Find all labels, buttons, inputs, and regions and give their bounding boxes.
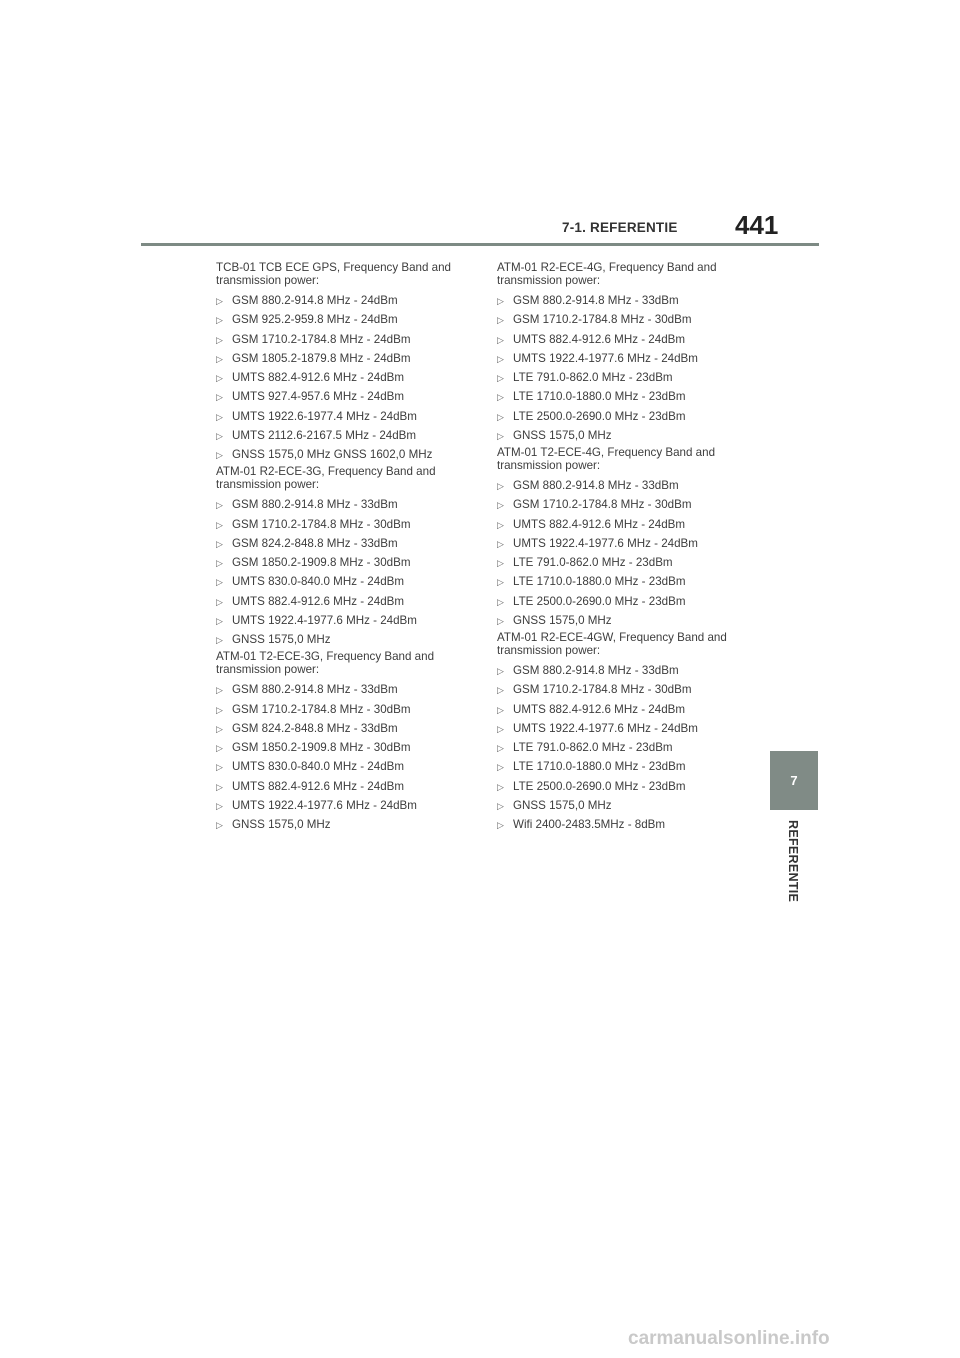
list-item xyxy=(216,407,471,426)
list-item-text: LTE 1710.0-1880.0 MHz - 23dBm xyxy=(513,390,686,404)
list-item-text: LTE 791.0-862.0 MHz - 23dBm xyxy=(513,741,673,754)
list-item-text: UMTS 830.0-840.0 MHz - 24dBm xyxy=(232,760,405,774)
triangle-bullet-icon: ▷ xyxy=(497,615,504,626)
list-item-text: UMTS 882.4-912.6 MHz - 24dBm xyxy=(513,332,686,346)
list-item xyxy=(497,387,752,406)
list-item-text: UMTS 927.4-957.6 MHz - 24dBm xyxy=(232,390,405,404)
triangle-bullet-icon: ▷ xyxy=(497,577,504,588)
list-item-text: GSM 1710.2-1784.8 MHz - 30dBm xyxy=(513,313,692,327)
triangle-bullet-icon: ▷ xyxy=(497,538,504,549)
triangle-bullet-icon: ▷ xyxy=(216,762,223,773)
list-item xyxy=(216,310,471,329)
list-item xyxy=(497,291,752,310)
list-item-text: UMTS 1922.4-1977.6 MHz - 24dBm xyxy=(232,613,417,627)
list-item xyxy=(497,515,752,534)
triangle-bullet-icon: ▷ xyxy=(216,743,223,753)
list-item-text: GNSS 1575,0 MHz xyxy=(513,428,612,442)
right-column xyxy=(497,262,752,836)
list-item xyxy=(497,476,752,495)
list-item-text: UMTS 1922.6-1977.4 MHz - 24dBm xyxy=(232,409,417,423)
chapter-tab: 7 xyxy=(770,751,818,810)
list-item xyxy=(216,291,471,310)
list-item xyxy=(216,515,471,534)
triangle-bullet-icon: ▷ xyxy=(497,392,504,403)
list-item-text: GSM 1710.2-1784.8 MHz - 30dBm xyxy=(232,517,411,531)
triangle-bullet-icon: ▷ xyxy=(216,519,223,530)
triangle-bullet-icon: ▷ xyxy=(497,800,504,811)
list-item xyxy=(216,368,471,387)
list-item xyxy=(216,426,471,445)
watermark: carmanualsonline.info xyxy=(628,1328,830,1349)
list-item-text: GNSS 1575,0 MHz xyxy=(232,633,331,646)
triangle-bullet-icon: ▷ xyxy=(216,315,223,326)
triangle-bullet-icon: ▷ xyxy=(216,820,223,830)
list-item-text: LTE 2500.0-2690.0 MHz - 23dBm xyxy=(513,409,686,423)
list-item xyxy=(497,738,752,757)
triangle-bullet-icon: ▷ xyxy=(216,538,223,549)
band-list xyxy=(497,291,752,445)
list-item xyxy=(497,349,752,368)
list-item-text: UMTS 882.4-912.6 MHz - 24dBm xyxy=(232,594,405,608)
left-column xyxy=(216,262,471,836)
list-item xyxy=(216,757,471,776)
list-item-text: GSM 880.2-914.8 MHz - 33dBm xyxy=(232,683,398,697)
list-item xyxy=(497,777,752,796)
triangle-bullet-icon: ▷ xyxy=(497,781,504,792)
triangle-bullet-icon: ▷ xyxy=(216,450,223,460)
triangle-bullet-icon: ▷ xyxy=(497,353,504,364)
list-item-text: GSM 1710.2-1784.8 MHz - 24dBm xyxy=(232,332,411,346)
triangle-bullet-icon: ▷ xyxy=(216,596,223,607)
list-item-text: UMTS 1922.4-1977.6 MHz - 24dBm xyxy=(513,351,698,365)
page-number: 441 xyxy=(735,210,779,240)
list-item xyxy=(216,777,471,796)
band-group-heading: ATM-01 T2-ECE-3G, Frequency Band and transmission power: xyxy=(216,650,435,676)
list-item-text: GSM 880.2-914.8 MHz - 33dBm xyxy=(513,479,679,492)
triangle-bullet-icon: ▷ xyxy=(497,666,504,676)
list-item xyxy=(497,495,752,514)
list-item-text: UMTS 882.4-912.6 MHz - 24dBm xyxy=(513,702,686,716)
triangle-bullet-icon: ▷ xyxy=(497,373,504,383)
list-item-text: GSM 1710.2-1784.8 MHz - 30dBm xyxy=(513,683,692,697)
triangle-bullet-icon: ▷ xyxy=(497,743,504,753)
triangle-bullet-icon: ▷ xyxy=(497,762,504,773)
section-title: 7-1. REFERENTIE xyxy=(562,220,678,235)
band-group-heading: ATM-01 R2-ECE-3G, Frequency Band and transmission power: xyxy=(216,465,436,491)
list-item xyxy=(216,700,471,719)
list-item xyxy=(216,387,471,406)
list-item xyxy=(497,426,752,445)
band-group-heading: ATM-01 R2-ECE-4GW, Frequency Band and transmission power: xyxy=(497,631,727,657)
list-item-text: LTE 791.0-862.0 MHz - 23dBm xyxy=(513,556,673,569)
triangle-bullet-icon: ▷ xyxy=(497,430,504,441)
list-item xyxy=(216,592,471,611)
list-item-text: GNSS 1575,0 MHz xyxy=(513,798,612,812)
list-item xyxy=(497,592,752,611)
list-item-text: GSM 1850.2-1909.8 MHz - 30dBm xyxy=(232,741,411,754)
list-item-text: UMTS 1922.4-1977.6 MHz - 24dBm xyxy=(232,798,417,812)
list-item xyxy=(497,572,752,591)
triangle-bullet-icon: ▷ xyxy=(216,373,223,383)
list-item-text: UMTS 882.4-912.6 MHz - 24dBm xyxy=(232,371,405,384)
list-item-text: LTE 1710.0-1880.0 MHz - 23dBm xyxy=(513,575,686,589)
list-item-text: UMTS 882.4-912.6 MHz - 24dBm xyxy=(232,779,405,793)
triangle-bullet-icon: ▷ xyxy=(497,519,504,530)
list-item xyxy=(497,368,752,387)
list-item xyxy=(497,700,752,719)
triangle-bullet-icon: ▷ xyxy=(497,334,504,345)
band-list xyxy=(497,476,752,630)
band-list xyxy=(497,661,752,834)
list-item xyxy=(216,680,471,699)
list-item-text: UMTS 1922.4-1977.6 MHz - 24dBm xyxy=(513,721,698,735)
list-item-text: LTE 2500.0-2690.0 MHz - 23dBm xyxy=(513,594,686,608)
triangle-bullet-icon: ▷ xyxy=(216,704,223,715)
triangle-bullet-icon: ▷ xyxy=(216,334,223,345)
list-item xyxy=(216,572,471,591)
list-item-text: GNSS 1575,0 MHz xyxy=(513,613,612,627)
list-item xyxy=(497,661,752,680)
band-group-heading: ATM-01 R2-ECE-4G, Frequency Band and transmission power: xyxy=(497,261,717,287)
list-item xyxy=(497,534,752,553)
list-item xyxy=(497,611,752,630)
triangle-bullet-icon: ▷ xyxy=(216,353,223,364)
list-item-text: GSM 824.2-848.8 MHz - 33dBm xyxy=(232,536,398,550)
triangle-bullet-icon: ▷ xyxy=(497,723,504,734)
list-item xyxy=(216,495,471,514)
triangle-bullet-icon: ▷ xyxy=(497,411,504,422)
triangle-bullet-icon: ▷ xyxy=(216,500,223,511)
list-item-text: Wifi 2400-2483.5MHz - 8dBm xyxy=(513,818,666,831)
list-item-text: UMTS 2112.6-2167.5 MHz - 24dBm xyxy=(232,428,417,442)
list-item-text: GSM 880.2-914.8 MHz - 33dBm xyxy=(513,664,679,677)
chapter-side-label: REFERENTIE xyxy=(786,820,800,903)
list-item xyxy=(216,815,471,834)
list-item xyxy=(497,796,752,815)
list-item xyxy=(216,738,471,757)
list-item-text: GSM 1710.2-1784.8 MHz - 30dBm xyxy=(513,498,692,512)
triangle-bullet-icon: ▷ xyxy=(497,685,504,696)
triangle-bullet-icon: ▷ xyxy=(497,315,504,326)
list-item-text: GSM 824.2-848.8 MHz - 33dBm xyxy=(232,721,398,735)
band-list xyxy=(216,291,471,464)
list-item-text: GSM 925.2-959.8 MHz - 24dBm xyxy=(232,313,398,327)
list-item-text: GNSS 1575,0 MHz xyxy=(232,818,331,831)
list-item-text: GSM 1805.2-1879.8 MHz - 24dBm xyxy=(232,351,411,365)
triangle-bullet-icon: ▷ xyxy=(216,723,223,734)
list-item xyxy=(497,330,752,349)
list-item-text: GSM 880.2-914.8 MHz - 33dBm xyxy=(513,294,679,307)
list-item xyxy=(216,611,471,630)
list-item xyxy=(497,553,752,572)
triangle-bullet-icon: ▷ xyxy=(216,558,223,568)
triangle-bullet-icon: ▷ xyxy=(497,596,504,607)
triangle-bullet-icon: ▷ xyxy=(497,296,504,306)
band-group-heading: ATM-01 T2-ECE-4G, Frequency Band and transmission power: xyxy=(497,446,716,472)
list-item xyxy=(216,630,471,649)
triangle-bullet-icon: ▷ xyxy=(216,392,223,403)
list-item-text: LTE 791.0-862.0 MHz - 23dBm xyxy=(513,371,673,384)
list-item-text: LTE 1710.0-1880.0 MHz - 23dBm xyxy=(513,760,686,774)
triangle-bullet-icon: ▷ xyxy=(216,430,223,441)
triangle-bullet-icon: ▷ xyxy=(216,781,223,792)
triangle-bullet-icon: ▷ xyxy=(216,577,223,588)
triangle-bullet-icon: ▷ xyxy=(216,615,223,626)
list-item-text: GSM 1710.2-1784.8 MHz - 30dBm xyxy=(232,702,411,716)
list-item-text: GSM 880.2-914.8 MHz - 24dBm xyxy=(232,294,398,307)
triangle-bullet-icon: ▷ xyxy=(216,685,223,696)
list-item-text: GSM 1850.2-1909.8 MHz - 30dBm xyxy=(232,556,411,569)
triangle-bullet-icon: ▷ xyxy=(216,296,223,306)
list-item xyxy=(497,680,752,699)
list-item xyxy=(216,796,471,815)
triangle-bullet-icon: ▷ xyxy=(497,500,504,511)
band-list xyxy=(216,495,471,649)
triangle-bullet-icon: ▷ xyxy=(216,800,223,811)
list-item xyxy=(216,330,471,349)
list-item xyxy=(216,719,471,738)
triangle-bullet-icon: ▷ xyxy=(497,704,504,715)
triangle-bullet-icon: ▷ xyxy=(216,635,223,645)
triangle-bullet-icon: ▷ xyxy=(497,558,504,568)
header-divider xyxy=(141,243,819,246)
list-item-text: GNSS 1575,0 MHz GNSS 1602,0 MHz xyxy=(232,448,433,461)
list-item-text: UMTS 1922.4-1977.6 MHz - 24dBm xyxy=(513,536,698,550)
list-item xyxy=(497,815,752,834)
list-item xyxy=(216,445,471,464)
list-item xyxy=(216,553,471,572)
triangle-bullet-icon: ▷ xyxy=(216,411,223,422)
triangle-bullet-icon: ▷ xyxy=(497,820,504,830)
list-item-text: UMTS 830.0-840.0 MHz - 24dBm xyxy=(232,575,405,589)
list-item-text: LTE 2500.0-2690.0 MHz - 23dBm xyxy=(513,779,686,793)
list-item xyxy=(216,534,471,553)
band-group-heading: TCB-01 TCB ECE GPS, Frequency Band and transmission power: xyxy=(216,261,451,287)
list-item xyxy=(497,407,752,426)
list-item-text: UMTS 882.4-912.6 MHz - 24dBm xyxy=(513,517,686,531)
list-item-text: GSM 880.2-914.8 MHz - 33dBm xyxy=(232,498,398,512)
triangle-bullet-icon: ▷ xyxy=(497,481,504,491)
band-list xyxy=(216,680,471,834)
list-item xyxy=(497,310,752,329)
list-item xyxy=(497,719,752,738)
list-item xyxy=(216,349,471,368)
list-item xyxy=(497,757,752,776)
